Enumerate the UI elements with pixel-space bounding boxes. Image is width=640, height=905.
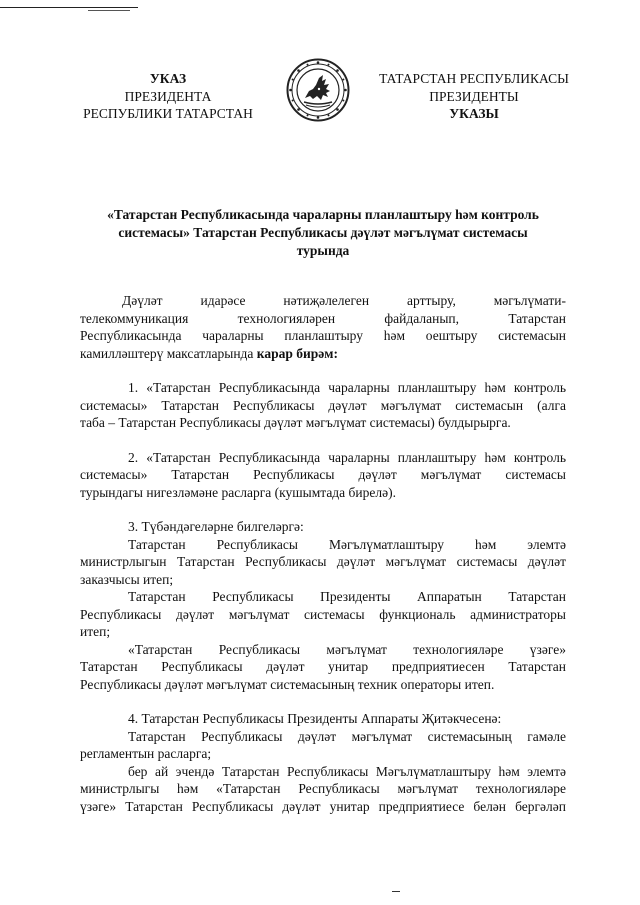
page-number-dash <box>392 891 400 892</box>
header-right <box>358 70 590 123</box>
preamble-line: Республикасында чараларны планлаштыру һәм оештыру системасын <box>80 328 566 343</box>
document-body <box>80 292 566 815</box>
header-right-line: УКАЗЫ <box>449 106 499 121</box>
paragraph-1-line: 1. «Татарстан Республикасында чараларны планлаштыру һәм контроль <box>128 380 566 395</box>
paragraph-3-line: «Татарстан Республикасы мәгълүмат технологияләре үзәге» <box>128 641 566 657</box>
title-line: «Татарстан Республикасында чараларны планлаштыру һәм контроль <box>107 207 539 222</box>
preamble-line: Дәүләт идарәсе нәтиҗәлелеген арттыру, мәгълүмати- <box>122 293 566 308</box>
preamble-text: камилләштерү максатларында <box>80 345 254 361</box>
paragraph-2-line: турындагы нигезләмәне расларга (кушымтада бирелә). <box>80 484 396 500</box>
header-left-line: РЕСПУБЛИКИ ТАТАРСТАН <box>83 106 253 121</box>
paragraph-4-line: бер ай эчендә Татарстан Республикасы Мәгълүматлаштыру һәм элемтә <box>128 763 566 779</box>
paragraph-3-line: 3. Түбәндәгеләрне билгеләргә: <box>128 519 304 534</box>
header-left-line: УКАЗ <box>149 71 187 86</box>
scan-edge-line <box>88 10 130 11</box>
decree-phrase: карар бирәм: <box>256 345 338 361</box>
title-line: системасы» Татарстан Республикасы дәүләт мәгълүмат системасы <box>118 225 528 240</box>
paragraph-3-line: итеп; <box>80 624 111 639</box>
paragraph-3-line: заказчысы итеп; <box>80 571 174 587</box>
paragraph-1-line: таба – Татарстан Республикасы дәүләт мәгълүмат системасы) булдырырга. <box>80 415 511 430</box>
header-right-line: ПРЕЗИДЕНТЫ <box>429 88 519 104</box>
paragraph-3-line: Республикасы дәүләт мәгълүмат системасының техник операторы итеп. <box>80 676 495 692</box>
paragraph-3-line: Татарстан Республикасы Президенты Аппаратын Татарстан <box>128 589 566 604</box>
preamble-line-last <box>80 345 566 363</box>
paragraph-4-line: регламентын расларга; <box>80 746 212 761</box>
preamble-line: телекоммуникация технологияләрен файдаланып, Татарстан <box>80 310 566 326</box>
paragraph-2-line: системасы» Татарстан Республикасы дәүләт мәгълүмат системасы <box>80 467 566 482</box>
header-left-line: ПРЕЗИДЕНТА <box>124 88 212 104</box>
paragraph-2-line: 2. «Татарстан Республикасында чараларны планлаштыру һәм контроль <box>128 449 566 465</box>
scan-edge-line <box>0 7 138 8</box>
header-right-line: ТАТАРСТАН РЕСПУБЛИКАСЫ <box>379 71 569 86</box>
paragraph-3-line: Татарстан Республикасы Мәгълүматлаштыру һәм элемтә <box>128 536 566 552</box>
paragraph-1-line: системасы» Татарстан Республикасы дәүләт мәгълүмат системасын (алга <box>80 397 566 413</box>
document-title <box>80 206 566 260</box>
title-line: турында <box>296 243 350 258</box>
paragraph-3-line: Республикасы дәүләт мәгълүмат системасы функциональ администраторы <box>80 606 566 622</box>
coat-of-arms-tatarstan-icon <box>286 58 350 122</box>
paragraph-4-line: 4. Татарстан Республикасы Президенты Аппараты Җитәкчесенә: <box>128 711 502 726</box>
paragraph-3-line: Татарстан Республикасы дәүләт унитар предприятиесен Татарстан <box>80 659 566 674</box>
paragraph-4-line: үзәге» Татарстан Республикасы дәүләт унитар предприятиесе белән бергәләп <box>80 798 566 814</box>
paragraph-3-line: министрлыгын Татарстан Республикасы дәүләт мәгълүмат системасы дәүләт <box>80 554 566 569</box>
paragraph-4-line: Татарстан Республикасы дәүләт мәгълүмат системасының гамәле <box>128 728 566 744</box>
paragraph-4-line: министрлыгы һәм «Татарстан Республикасы мәгълүмат технологияләре <box>80 781 566 796</box>
header-left <box>60 70 276 123</box>
